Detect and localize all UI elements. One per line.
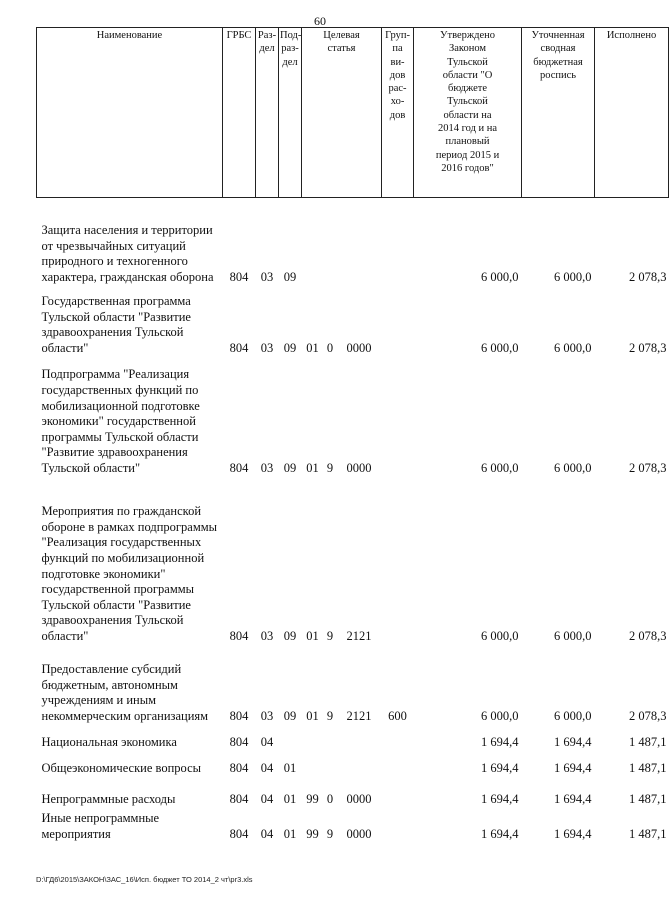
row-executed-amount: 2 078,3: [629, 628, 667, 643]
row-expense-type: [382, 198, 414, 289]
row-razdel: 03: [260, 460, 274, 475]
header-grbs: ГРБС: [223, 28, 256, 198]
row-target-subprogram: 9: [326, 708, 334, 723]
table-row: [37, 360, 669, 480]
row-target-program: 01: [306, 708, 319, 723]
row-grbs: 804: [229, 269, 249, 284]
page-number: 60: [314, 14, 326, 28]
table-header-row: [37, 28, 669, 198]
row-name: Государственная программа Тульской области "Развитие здравоохранения Тульской области": [41, 294, 191, 355]
row-expense-type: [382, 728, 414, 754]
row-refined-amount: 1 694,4: [554, 826, 592, 841]
row-target-subprogram: [324, 728, 337, 754]
header-target-article: Целевая статья: [302, 28, 382, 198]
header-expense-type: Груп- па ви- дов рас- хо- дов: [382, 28, 414, 198]
table-row: [37, 480, 669, 648]
row-target-program: 01: [306, 460, 319, 475]
row-target-program: 99: [306, 826, 319, 841]
header-name: Наименование: [37, 28, 223, 198]
row-refined-amount: 1 694,4: [554, 791, 592, 806]
row-podrazdel: 09: [283, 269, 297, 284]
file-path-footer: D:\ГД6\2015\ЗАКОН\ЗАС_16\Исп. бюджет ТО 2014_2 чт\pr3.xls: [36, 875, 253, 884]
table-row: [37, 728, 669, 754]
row-approved-amount: 6 000,0: [481, 269, 519, 284]
row-refined-amount: 6 000,0: [554, 460, 592, 475]
header-executed: Исполнено: [595, 28, 669, 198]
table-row: [37, 198, 669, 289]
row-podrazdel: 01: [283, 791, 297, 806]
table-row: [37, 754, 669, 780]
row-target-direction: 2121: [346, 628, 372, 643]
row-target-subprogram: 9: [326, 460, 334, 475]
row-podrazdel: 09: [283, 628, 297, 643]
row-refined-amount: 1 694,4: [554, 734, 592, 749]
row-expense-type: [382, 780, 414, 811]
row-grbs: 804: [229, 734, 249, 749]
header-razdel: Раз- дел: [256, 28, 279, 198]
row-razdel: 03: [260, 269, 274, 284]
row-target-direction: 0000: [346, 340, 372, 355]
table-row: [37, 780, 669, 811]
row-target-direction: [337, 754, 382, 780]
row-target-subprogram: 9: [326, 628, 334, 643]
row-name: Иные непрограммные мероприятия: [41, 811, 160, 841]
row-name: Национальная экономика: [41, 734, 177, 749]
row-expense-type: [382, 811, 414, 846]
row-target-program: 01: [306, 340, 319, 355]
row-expense-type: [382, 480, 414, 648]
row-expense-type: [382, 754, 414, 780]
row-target-subprogram: 0: [326, 340, 334, 355]
row-target-direction: [337, 728, 382, 754]
row-podrazdel: 09: [283, 708, 297, 723]
row-target-program: 01: [306, 628, 319, 643]
row-grbs: 804: [229, 760, 249, 775]
row-target-direction: 0000: [346, 791, 372, 806]
row-target-program: [302, 728, 324, 754]
row-expense-type: [382, 360, 414, 480]
row-podrazdel: 09: [283, 340, 297, 355]
row-target-direction: 0000: [346, 460, 372, 475]
row-executed-amount: 2 078,3: [629, 460, 667, 475]
row-target-direction: [337, 198, 382, 289]
row-expense-type: 600: [388, 708, 407, 723]
row-executed-amount: 1 487,1: [629, 791, 667, 806]
row-executed-amount: 1 487,1: [629, 760, 667, 775]
row-grbs: 804: [229, 460, 249, 475]
row-approved-amount: 1 694,4: [481, 791, 519, 806]
row-approved-amount: 6 000,0: [481, 628, 519, 643]
row-target-direction: 2121: [346, 708, 372, 723]
row-target-subprogram: 0: [326, 791, 334, 806]
row-razdel: 04: [260, 791, 274, 806]
row-target-subprogram: 9: [326, 826, 334, 841]
row-name: Предоставление субсидий бюджетным, автономным учреждениям и иным некоммерческим организациям: [41, 662, 209, 723]
row-podrazdel: 09: [283, 460, 297, 475]
row-target-program: [302, 198, 324, 289]
row-executed-amount: 1 487,1: [629, 826, 667, 841]
row-grbs: 804: [229, 708, 249, 723]
row-podrazdel: [279, 728, 302, 754]
row-razdel: 04: [260, 734, 274, 749]
row-razdel: 03: [260, 708, 274, 723]
row-target-subprogram: [324, 754, 337, 780]
row-podrazdel: 01: [283, 760, 297, 775]
row-razdel: 03: [260, 628, 274, 643]
row-podrazdel: 01: [283, 826, 297, 841]
row-name: Мероприятия по гражданской обороне в рамках подпрограммы "Реализация государственных функций по мобилизационной подготовке экономики" государственной программы Тульской области "Развитие здравоохранения Тульской области": [41, 504, 218, 643]
table-body: [37, 198, 669, 846]
row-executed-amount: 2 078,3: [629, 340, 667, 355]
row-grbs: 804: [229, 826, 249, 841]
header-podrazdel: Под- раз- дел: [279, 28, 302, 198]
row-target-subprogram: [324, 198, 337, 289]
row-grbs: 804: [229, 628, 249, 643]
row-approved-amount: 1 694,4: [481, 760, 519, 775]
header-approved: Утверждено Законом Тульской области "О бюджете Тульской области на 2014 год и на плановый период 2015 и 2016 годов": [414, 28, 522, 198]
row-razdel: 04: [260, 826, 274, 841]
row-refined-amount: 6 000,0: [554, 628, 592, 643]
row-refined-amount: 1 694,4: [554, 760, 592, 775]
row-grbs: 804: [229, 791, 249, 806]
row-name: Непрограммные расходы: [41, 791, 176, 806]
table-row: [37, 289, 669, 360]
row-executed-amount: 2 078,3: [629, 708, 667, 723]
row-target-direction: 0000: [346, 826, 372, 841]
row-refined-amount: 6 000,0: [554, 269, 592, 284]
row-approved-amount: 6 000,0: [481, 708, 519, 723]
row-target-program: [302, 754, 324, 780]
header-refined: Уточненная сводная бюджетная роспись: [522, 28, 595, 198]
row-name: Общеэкономические вопросы: [41, 760, 202, 775]
table-row: [37, 648, 669, 728]
row-refined-amount: 6 000,0: [554, 708, 592, 723]
row-executed-amount: 1 487,1: [629, 734, 667, 749]
budget-table: [36, 27, 669, 846]
table-row: [37, 811, 669, 846]
row-expense-type: [382, 289, 414, 360]
row-name: Защита населения и территории от чрезвычайных ситуаций природного и техногенного характера, гражданская оборона: [41, 223, 214, 284]
row-approved-amount: 1 694,4: [481, 826, 519, 841]
row-razdel: 04: [260, 760, 274, 775]
row-executed-amount: 2 078,3: [629, 269, 667, 284]
row-grbs: 804: [229, 340, 249, 355]
row-name: Подпрограмма "Реализация государственных функций по мобилизационной подготовке экономики" государственной программы Тульской области "Развитие здравоохранения Тульской области": [41, 367, 200, 475]
row-razdel: 03: [260, 340, 274, 355]
row-approved-amount: 1 694,4: [481, 734, 519, 749]
row-refined-amount: 6 000,0: [554, 340, 592, 355]
row-target-program: 99: [306, 791, 319, 806]
row-approved-amount: 6 000,0: [481, 460, 519, 475]
row-approved-amount: 6 000,0: [481, 340, 519, 355]
